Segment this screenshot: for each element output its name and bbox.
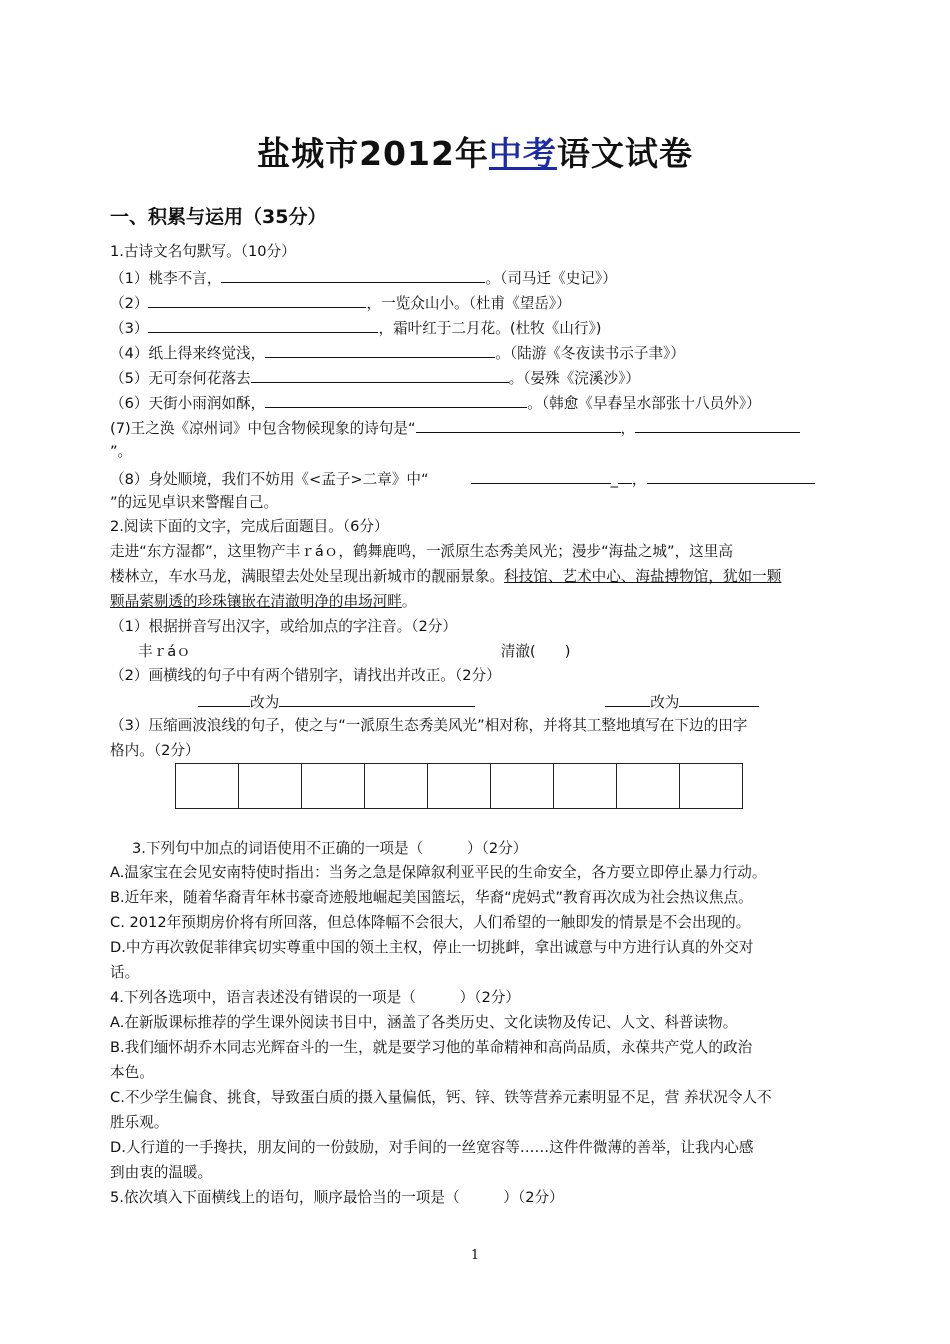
q1-line-7-end: ”。 [110, 443, 133, 460]
answer-blank[interactable] [618, 467, 632, 484]
q4-option-a: A.在新版课标推荐的学生课外阅读书目中，涵盖了各类历史、文化读物及传记、人文、科普读物。 [110, 1014, 738, 1031]
zhongkao-link[interactable]: 中考 [488, 134, 557, 173]
answer-blank[interactable] [635, 416, 800, 433]
section-heading: 一、积累与运用（35分） [110, 206, 327, 228]
answer-blank[interactable] [148, 316, 378, 333]
grid-cell[interactable] [238, 763, 302, 809]
q1-line-7: (7)王之涣《凉州词》中包含物候现象的诗句是“ ， [110, 416, 800, 440]
answer-blank[interactable] [416, 416, 621, 433]
q4-option-c-end: 胜乐观。 [110, 1114, 169, 1131]
grid-cell[interactable] [679, 763, 743, 809]
q1-line-6: （6）天街小雨润如酥， 。（韩愈《早春呈水部张十八员外》） [110, 391, 761, 415]
grid-cell[interactable] [364, 763, 428, 809]
q4-option-b: B.我们缅怀胡乔木同志光辉奋斗的一生，就是要学习他的革命精神和高尚品质，永葆共产党人的政治 [110, 1039, 753, 1056]
answer-blank[interactable] [647, 467, 815, 484]
underlined-sentence: 科技馆、艺术中心、海盐搏物馆，犹如一颗 [504, 568, 782, 585]
underlined-sentence: 颗晶萦剔透的珍珠镶嵌在清澈明净的串场河畔 [110, 593, 402, 610]
q4-option-d-end: 到由衷的温暖。 [110, 1164, 213, 1181]
q3-option-a: A.温家宝在会见安南特使时指出：当务之急是保障叙利亚平民的生命安全，各方要立即停止暴力行动。 [110, 864, 767, 881]
q2-sub-3: （3）压缩画波浪线的句子，使之与“一派原生态秀美风光”相对称，并将其工整地填写在下边的田字 [110, 717, 748, 734]
grid-cell[interactable] [427, 763, 491, 809]
q2-sub-2: （2）画横线的句子中有两个错别字，请找出并改正。（2分） [110, 667, 501, 684]
answer-blank[interactable] [198, 690, 250, 707]
q3-option-d-end: 话。 [110, 964, 140, 981]
page-number: 1 [470, 1248, 480, 1263]
q1-line-2: （2） ，一览众山小。（杜甫《望岳》） [110, 291, 571, 315]
answer-blank[interactable] [265, 341, 495, 358]
grid-cell[interactable] [616, 763, 680, 809]
q2-passage-3: 颗晶萦剔透的珍珠镶嵌在清澈明净的串场河畔。 [110, 593, 417, 610]
q2-passage-2: 楼林立，车水马龙，满眼望去处处呈现出新城市的靓丽景象。科技馆、艺术中心、海盐搏物馆，犹如一颗 [110, 568, 782, 585]
q2-sub-2-answers: 改为 改为 [110, 690, 759, 714]
q1-heading: 1.古诗文名句默写。（10分） [110, 243, 296, 260]
answer-blank[interactable] [471, 467, 611, 484]
answer-blank[interactable] [148, 291, 366, 308]
q3-heading: 3.下列句中加点的词语使用不正确的一项是（ ）（2分） [132, 840, 528, 857]
q2-sub-1: （1）根据拼音写出汉字，或给加点的字注音。（2分） [110, 618, 457, 635]
grid-cell[interactable] [553, 763, 617, 809]
q1-line-4: （4）纸上得来终觉浅， 。（陆游《冬夜读书示子聿》） [110, 341, 685, 365]
q4-heading: 4.下列各选项中，语言表述没有错误的一项是（ ）（2分） [110, 989, 520, 1006]
answer-blank[interactable] [605, 690, 650, 707]
answer-blank[interactable] [221, 266, 485, 283]
q1-line-8: （8）身处顺境，我们不妨用《<孟子>二章》中“ _ ， [110, 467, 815, 491]
grid-cell[interactable] [175, 763, 239, 809]
q2-sub-3-end: 格内。（2分） [110, 742, 200, 759]
answer-blank[interactable] [679, 690, 759, 707]
q1-line-5: （5）无可奈何花落去 。（晏殊《浣溪沙》） [110, 366, 640, 390]
answer-blank[interactable] [251, 366, 509, 383]
q4-option-d: D.人行道的一手搀扶，朋友间的一份鼓励，对手间的一丝宽容等……这件件微薄的善举，让我内心感 [110, 1139, 754, 1156]
tianzi-grid [175, 763, 743, 809]
page-title: 盐城市2012年中考语文试卷 [257, 134, 693, 173]
grid-cell[interactable] [490, 763, 554, 809]
q3-option-b: B.近年来，随着华裔青年林书豪奇迹般地崛起美国篮坛，华裔“虎妈式”教育再次成为社会热议焦点。 [110, 889, 753, 906]
q3-option-d: D.中方再次敦促菲律宾切实尊重中国的领土主权，停止一切挑衅，拿出诚意与中方进行认真的外交对 [110, 939, 754, 956]
q2-sub-1-items: 丰ｒáｏ 清澈( ) [138, 643, 571, 660]
grid-cell[interactable] [301, 763, 365, 809]
q3-option-c: C. 2012年预期房价将有所回落，但总体降幅不会很大，人们希望的一触即发的情景是不会出现的。 [110, 914, 751, 931]
answer-blank[interactable] [265, 391, 527, 408]
q1-line-8-end: ”的远见卓识来警醒自己。 [110, 494, 279, 511]
q4-option-b-end: 本色。 [110, 1064, 154, 1081]
q2-heading: 2.阅读下面的文字，完成后面题目。（6分） [110, 518, 389, 535]
q4-option-c: C.不少学生偏食、挑食，导致蛋白质的摄入量偏低，钙、锌、铁等营养元素明显不足，营 养状况令人不 [110, 1089, 772, 1106]
q1-line-3: （3） ，霜叶红于二月花。(杜牧《山行》) [110, 316, 601, 340]
q5-heading: 5.依次填入下面横线上的语句，顺序最恰当的一项是（ ）（2分） [110, 1189, 564, 1206]
q1-line-1: （1）桃李不言， 。（司马迁《史记》） [110, 266, 617, 290]
answer-blank[interactable] [279, 690, 475, 707]
q2-passage-1: 走进“东方湿都”，这里物产丰ｒáｏ，鹤舞鹿鸣，一派原生态秀美风光；漫步“海盐之城”，这里高 [110, 543, 733, 560]
